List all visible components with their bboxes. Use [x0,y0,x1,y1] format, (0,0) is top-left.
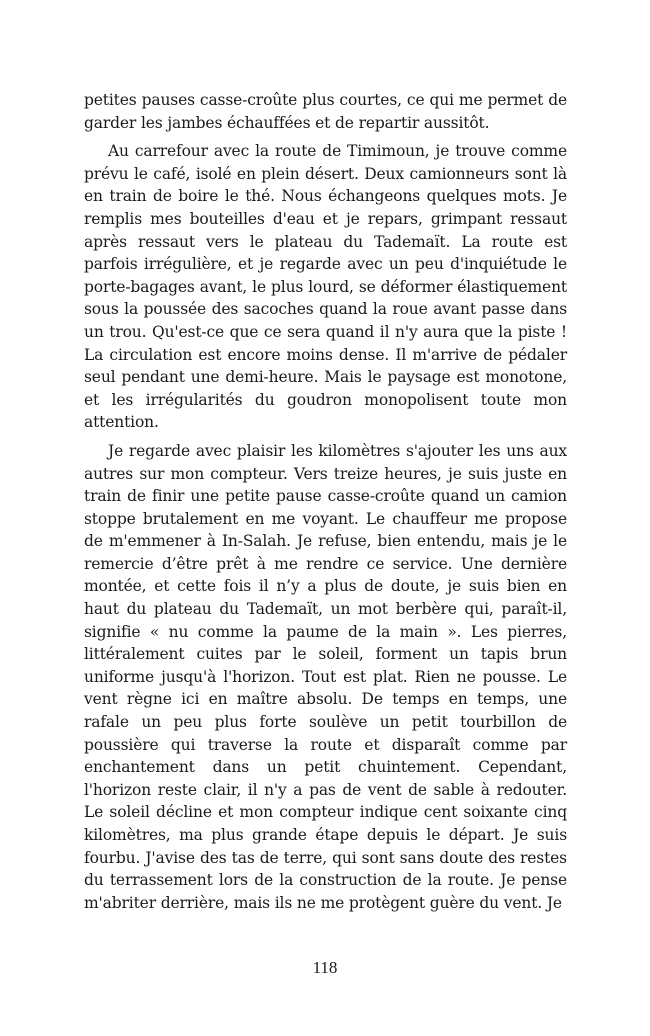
page-body [84,89,567,920]
paragraph-3: Je regarde avec plaisir les kilomètres s'ajouter les uns aux autres sur mon compteur. Vers treize heures, je suis juste en train de finir une petite pause casse-croûte quand un camion stoppe brutalement en me voyant. Le chauffeur me propose de m'emmener à In-Salah. Je refuse, bien entendu, mais je le remercie d’être prêt à me rendre ce service. Une dernière montée, et cette fois il n’y a plus de doute, je suis bien en haut du plateau du Tademaït, un mot berbère qui, paraît-il, signifie « nu comme la paume de la main ». Les pierres, littéralement cuites par le soleil, forment un tapis brun uniforme jusqu'à l'horizon. Tout est plat. Rien ne pousse. Le vent règne ici en maître absolu. De temps en temps, une rafale un peu plus forte soulève un petit tourbillon de poussière qui traverse la route et disparaît comme par enchantement dans un petit chuintement. Cependant, l'horizon reste clair, il n'y a pas de vent de sable à redouter. Le soleil décline et mon compteur indique cent soixante cinq kilomètres, ma plus grande étape depuis le départ. Je suis fourbu. J'avise des tas de terre, qui sont sans doute des restes du terrassement lors de la construction de la route. Je pense m'abriter derrière, mais ils ne me protègent guère du vent. Je [84,441,567,912]
page-number: 118 [312,958,338,977]
paragraph-2: Au carrefour avec la route de Timimoun, je trouve comme prévu le café, isolé en plein désert. Deux camionneurs sont là en train de boire le thé. Nous échangeons quelques mots. Je remplis mes bouteilles d'eau et je repars, grimpant ressaut après ressaut vers le plateau du Tademaït. La route est parfois irrégulière, et je regarde avec un peu d'inquiétude le porte-bagages avant, le plus lourd, se déformer élastiquement sous la poussée des sacoches quand la roue avant passe dans un trou. Qu'est-ce que ce sera quand il n'y aura que la piste ! La circulation est encore moins dense. Il m'arrive de pédaler seul pendant une demi-heure. Mais le paysage est monotone, et les irrégularités du goudron monopolisent toute mon attention. [84,142,567,432]
paragraph-1: petites pauses casse-croûte plus courtes, ce qui me permet de garder les jambes échauffées et de repartir aussitôt. [84,91,567,132]
